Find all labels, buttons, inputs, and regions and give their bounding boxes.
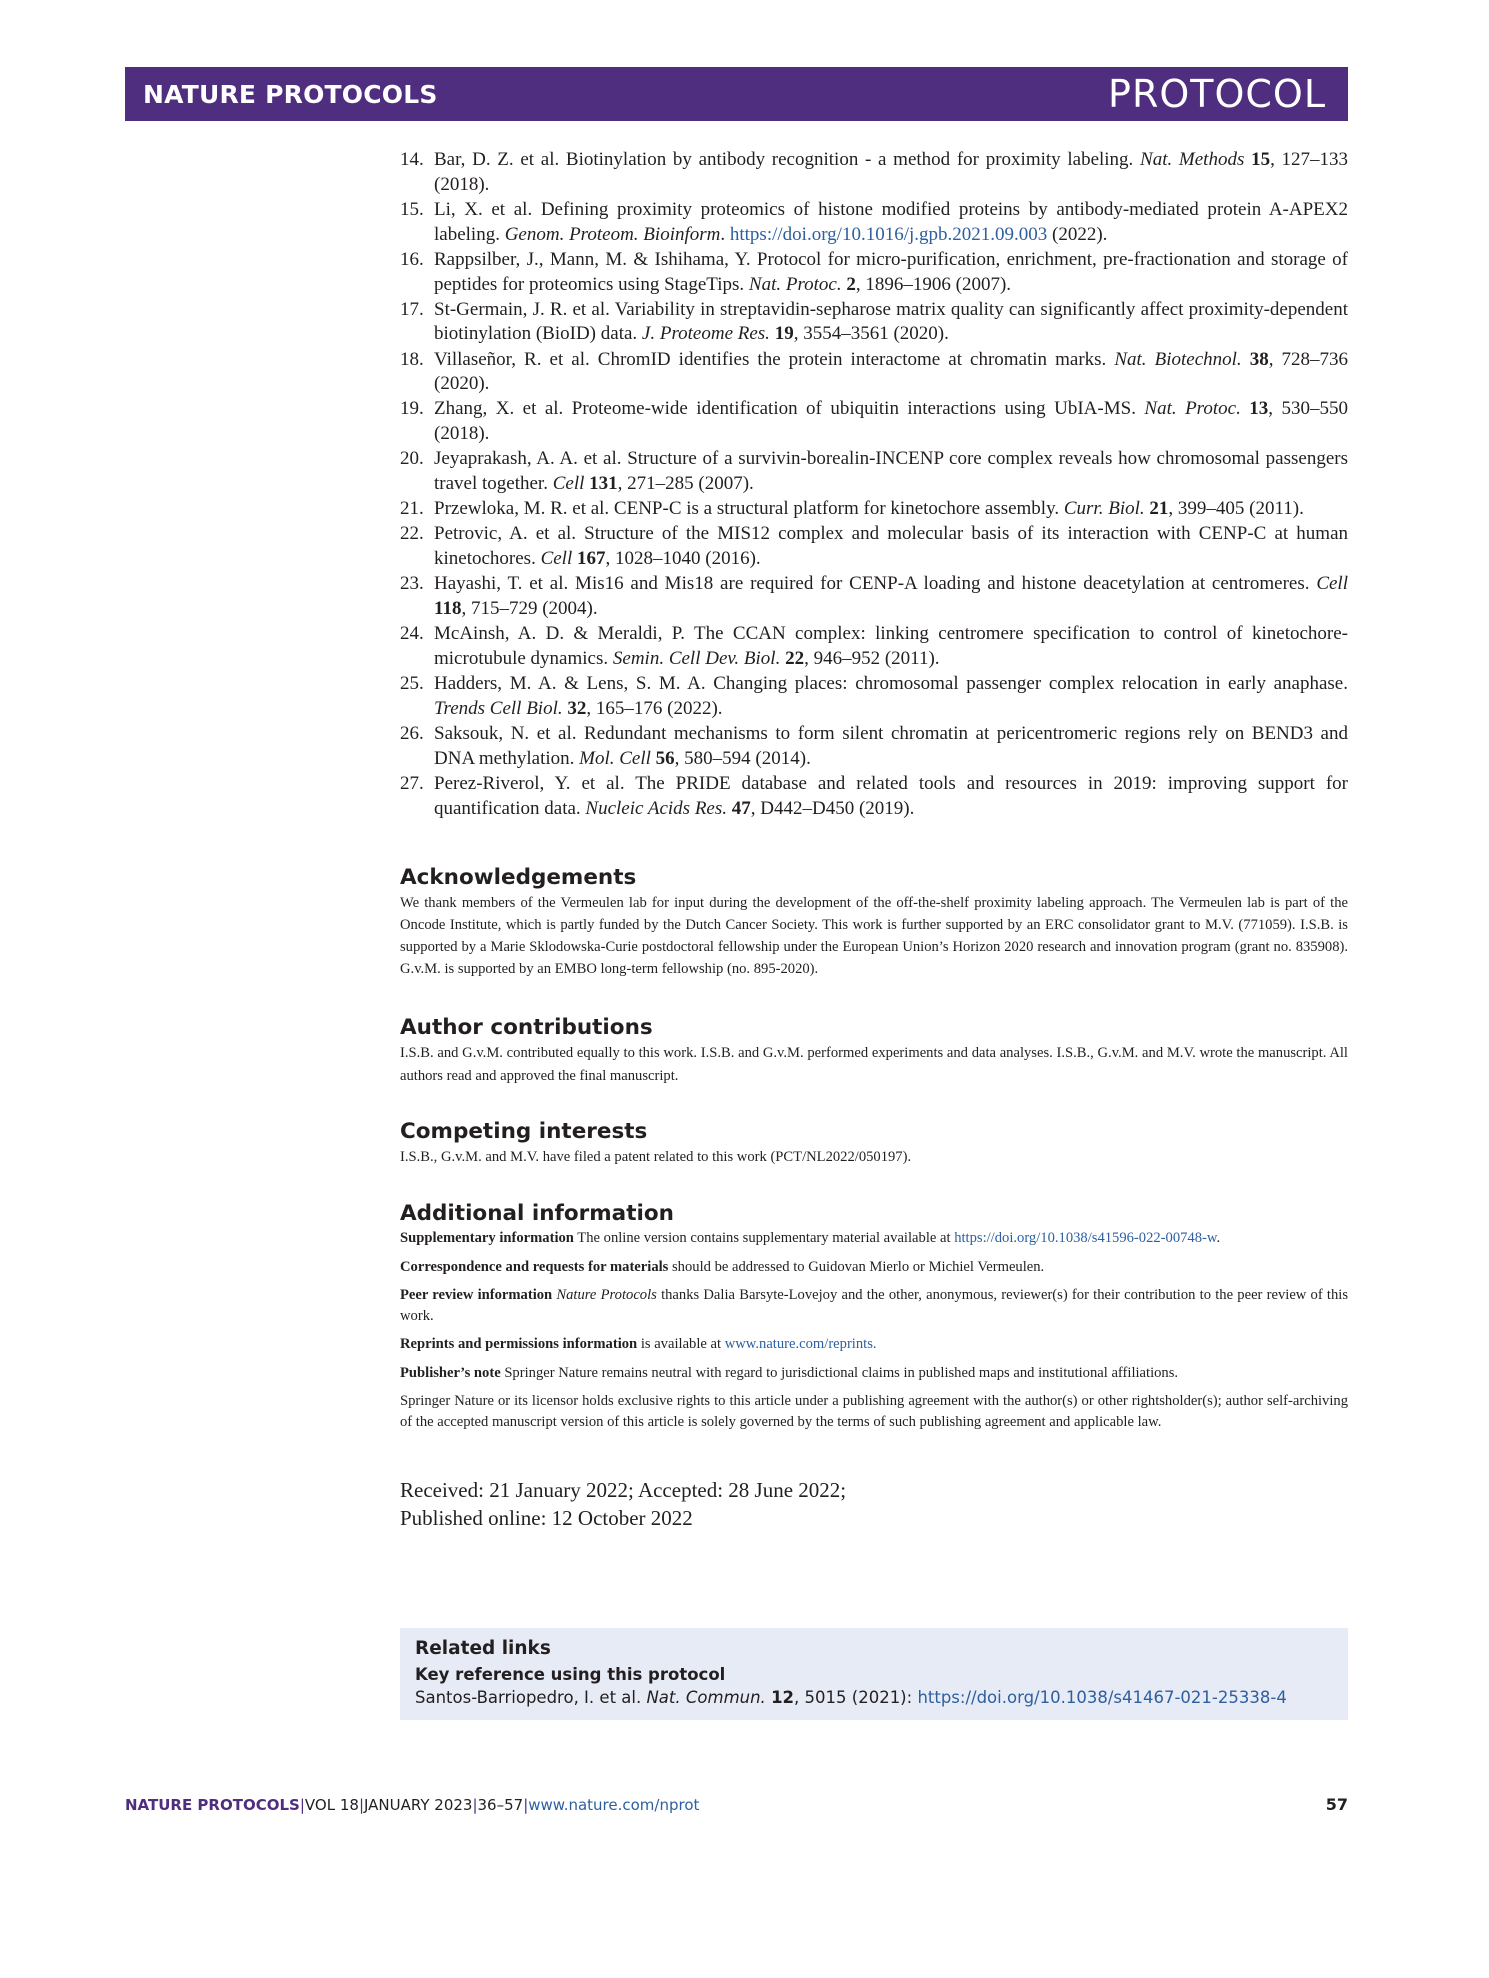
reference-number: 25. bbox=[400, 673, 424, 694]
reference-item bbox=[400, 672, 1348, 722]
reference-pages: , 946–952 (2011). bbox=[804, 647, 940, 669]
reference-item bbox=[400, 447, 1348, 497]
reference-text: Przewloka, M. R. et al. CENP-C is a structural platform for kinetochore assembly. bbox=[434, 498, 1064, 520]
reference-pages: , 271–285 (2007). bbox=[617, 473, 754, 495]
reference-journal: Trends Cell Biol. bbox=[434, 697, 563, 719]
related-links-box bbox=[400, 1628, 1348, 1720]
reference-item bbox=[400, 298, 1348, 348]
related-citation-link[interactable]: https://doi.org/10.1038/s41467-021-25338-4 bbox=[917, 1688, 1287, 1707]
reference-journal: Cell bbox=[540, 548, 573, 570]
reference-journal: J. Proteome Res. bbox=[641, 323, 770, 345]
reference-text: Saksouk, N. et al. Redundant mechanisms to form silent chromatin at pericentromeric regions rely on BEND3 and DNA methylation. bbox=[434, 722, 1348, 769]
page-footer: NATURE PROTOCOLS|VOL 18|JANUARY 2023|36–57|www.nature.com/nprot 57 bbox=[125, 1795, 1348, 1814]
reference-number: 20. bbox=[400, 448, 424, 470]
supplementary-label: Supplementary information bbox=[400, 1230, 574, 1247]
reference-number: 18. bbox=[400, 348, 424, 370]
received-accepted-dates: Received: 21 January 2022; Accepted: 28 June 2022; bbox=[400, 1478, 847, 1503]
reference-number: 23. bbox=[400, 573, 424, 595]
competing-interests-heading: Competing interests bbox=[400, 1118, 648, 1144]
reprints-link[interactable]: www.nature.com/reprints. bbox=[724, 1336, 877, 1353]
reference-text: McAinsh, A. D. & Meraldi, P. The CCAN complex: linking centromere specification to control of kinetochore-microtubule dynamics. bbox=[434, 623, 1348, 669]
reference-journal: Curr. Biol. bbox=[1063, 498, 1145, 520]
related-links-citation bbox=[415, 1688, 1287, 1707]
reference-pages: , 580–594 (2014). bbox=[674, 747, 811, 769]
rights-statement: Springer Nature or its licensor holds exclusive rights to this article under a publishing agreement with the author(s) or other rightsholder(s); author self-archiving of the accepted manuscript version of this article is solely governed by the terms of such publishing agreement and applicable law. bbox=[400, 1393, 1348, 1430]
reprints-label: Reprints and permissions information bbox=[400, 1336, 638, 1353]
reference-item bbox=[400, 497, 1348, 522]
article-type: PROTOCOL bbox=[1108, 72, 1326, 116]
reference-journal: Nat. Protoc. bbox=[1144, 398, 1241, 420]
reference-number: 24. bbox=[400, 623, 424, 645]
correspondence bbox=[400, 1257, 1348, 1278]
reference-item bbox=[400, 148, 1348, 198]
reference-journal: Nat. Protoc. bbox=[748, 273, 842, 295]
reference-number: 19. bbox=[400, 398, 424, 420]
reference-pages: , 530–550 (2018). bbox=[434, 398, 1349, 445]
reference-pages: , D442–D450 (2019). bbox=[750, 797, 915, 819]
peer-review-information bbox=[400, 1285, 1348, 1326]
author-contributions-text: I.S.B. and G.v.M. contributed equally to this work. I.S.B. and G.v.M. performed experiments and data analyses. I.S.B., G.v.M. and M.V. wrote the manuscript. All authors read and approved the final manuscript. bbox=[400, 1045, 1348, 1084]
reference-number: 14. bbox=[400, 149, 424, 170]
reference-volume: 22 bbox=[785, 647, 805, 669]
reprints-information bbox=[400, 1334, 1348, 1355]
header-bar bbox=[125, 67, 1348, 121]
reference-journal: Semin. Cell Dev. Biol. bbox=[612, 647, 781, 669]
acknowledgements-text: We thank members of the Vermeulen lab for input during the development of the off-the-shelf proximity labeling approach. The Vermeulen lab is part of the Oncode Institute, which is partly funded by the Dutch Cancer Society. This work is further supported by an ERC consolidator grant to M.V. (771059). I.S.B. is supported by a Marie Sklodowska-Curie postdoctoral fellowship under the European Union’s Horizon 2020 research and innovation program (grant no. 835908). G.v.M. is supported by an EMBO long-term fellowship (no. 895-2020). bbox=[400, 894, 1348, 978]
reference-pages: (2022). bbox=[1047, 223, 1108, 245]
supplementary-information: Supplementary information The online version contains supplementary material available at https://doi.org/10.1038/s41596-022-00748-w. bbox=[400, 1230, 1221, 1247]
reference-item bbox=[400, 572, 1348, 622]
reference-volume: 47 bbox=[731, 797, 751, 819]
journal-name: NATURE PROTOCOLS bbox=[143, 80, 438, 109]
reference-text: Jeyaprakash, A. A. et al. Structure of a survivin-borealin-INCENP core complex reveals how chromosomal passengers travel together. bbox=[434, 448, 1348, 495]
reference-journal: Genom. Proteom. Bioinform bbox=[504, 223, 721, 245]
reference-text: Rappsilber, J., Mann, M. & Ishihama, Y. Protocol for micro-purification, enrichment, pre-fractionation and storage of peptides for proteomics using StageTips. bbox=[434, 248, 1348, 295]
main-content bbox=[400, 148, 1348, 1532]
correspondence-text: should be addressed to Guidovan Mierlo or Michiel Vermeulen. bbox=[668, 1258, 1045, 1275]
reference-volume: 131 bbox=[589, 473, 618, 495]
supplementary-text: The online version contains supplementary material available at bbox=[573, 1230, 955, 1247]
related-citation-journal: Nat. Commun. bbox=[646, 1688, 766, 1707]
reference-pages: , 1028–1040 (2016). bbox=[605, 548, 761, 570]
reference-list bbox=[400, 148, 1348, 821]
reference-volume: 2 bbox=[846, 273, 856, 295]
reference-pages: , 728–736 (2020). bbox=[434, 348, 1349, 395]
reference-number: 15. bbox=[400, 198, 424, 220]
reference-item bbox=[400, 248, 1348, 298]
footer-issue: JANUARY 2023 bbox=[364, 1796, 473, 1814]
reference-item bbox=[400, 397, 1348, 447]
related-citation-volume: 12 bbox=[771, 1688, 795, 1707]
reference-pages: , 3554–3561 (2020). bbox=[793, 323, 949, 345]
peer-review-text: thanks Dalia Barsyte-Lovejoy and the other, anonymous, reviewer(s) for their contribution to the peer review of this work. bbox=[400, 1287, 1349, 1324]
correspondence-label: Correspondence and requests for materials bbox=[400, 1258, 669, 1275]
reference-text: Villaseñor, R. et al. ChromID identifies the protein interactome at chromatin marks. bbox=[434, 348, 1115, 370]
reference-text: Perez-Riverol, Y. et al. The PRIDE database and related tools and resources in 2019: improving support for quantification data. bbox=[434, 772, 1348, 819]
peer-review-journal: Nature Protocols bbox=[556, 1287, 657, 1304]
reference-volume: 32 bbox=[567, 697, 587, 719]
reference-pages: , 715–729 (2004). bbox=[461, 598, 598, 620]
reference-item bbox=[400, 348, 1348, 398]
reference-volume: 38 bbox=[1249, 348, 1269, 370]
footer-pages: 36–57 bbox=[477, 1796, 524, 1814]
footer-journal: NATURE PROTOCOLS bbox=[125, 1796, 300, 1814]
reference-item bbox=[400, 722, 1348, 772]
reference-journal: Nucleic Acids Res. bbox=[585, 797, 728, 819]
reference-text: Zhang, X. et al. Proteome-wide identification of ubiquitin interactions using UbIA-MS. bbox=[434, 398, 1145, 420]
reference-volume: 19 bbox=[774, 323, 794, 345]
reference-pages: , 165–176 (2022). bbox=[586, 697, 723, 719]
acknowledgements-heading: Acknowledgements bbox=[400, 864, 637, 890]
publication-dates bbox=[400, 1476, 1348, 1532]
publisher-note-label: Publisher’s note bbox=[400, 1364, 501, 1381]
related-links-subtitle: Key reference using this protocol bbox=[415, 1665, 726, 1684]
competing-interests-text: I.S.B., G.v.M. and M.V. have filed a patent related to this work (PCT/NL2022/050197). bbox=[400, 1148, 912, 1165]
reference-journal: Nat. Methods bbox=[1140, 149, 1245, 170]
reference-number: 26. bbox=[400, 722, 424, 744]
reference-text: Hadders, M. A. & Lens, S. M. A. Changing places: chromosomal passenger complex relocation in early anaphase. bbox=[434, 673, 1348, 694]
reference-journal: Cell bbox=[552, 473, 585, 495]
reference-text: St-Germain, J. R. et al. Variability in streptavidin-sepharose matrix quality can significantly affect proximity-dependent biotinylation (BioID) data. bbox=[434, 298, 1348, 345]
reference-text: Hayashi, T. et al. Mis16 and Mis18 are required for CENP-A loading and histone deacetylation at centromeres. bbox=[434, 573, 1317, 595]
reference-number: 16. bbox=[400, 248, 424, 270]
publisher-note bbox=[400, 1363, 1348, 1384]
reference-item bbox=[400, 522, 1348, 572]
related-citation-pages: , 5015 (2021): bbox=[794, 1688, 918, 1707]
related-links-title: Related links bbox=[415, 1638, 551, 1659]
reference-text: Li, X. et al. Defining proximity proteomics of histone modified proteins by antibody-mediated protein A-APEX2 labeling. bbox=[434, 198, 1348, 245]
reference-item bbox=[400, 772, 1348, 822]
peer-review-label: Peer review information bbox=[400, 1287, 553, 1304]
reprints-text: is available at bbox=[637, 1336, 725, 1353]
reference-pages: , 399–405 (2011). bbox=[1168, 498, 1304, 520]
reference-doi-link[interactable]: https://doi.org/10.1016/j.gpb.2021.09.003 bbox=[729, 223, 1048, 245]
reference-number: 17. bbox=[400, 298, 424, 320]
page-number: 57 bbox=[1325, 1795, 1348, 1814]
reference-journal: Nat. Biotechnol. bbox=[1114, 348, 1242, 370]
reference-journal: Mol. Cell bbox=[579, 747, 651, 769]
reference-volume: 167 bbox=[577, 548, 606, 570]
reference-text: Petrovic, A. et al. Structure of the MIS12 complex and molecular basis of its interaction with CENP-C at human kinetochores. bbox=[434, 523, 1348, 570]
publisher-note-text: Springer Nature remains neutral with regard to jurisdictional claims in published maps and institutional affiliations. bbox=[500, 1364, 1179, 1381]
additional-information-heading: Additional information bbox=[400, 1201, 674, 1227]
reference-number: 21. bbox=[400, 498, 424, 520]
reference-volume: 15 bbox=[1251, 149, 1271, 170]
reference-pages: , 1896–1906 (2007). bbox=[855, 273, 1012, 295]
reference-volume: 56 bbox=[655, 747, 675, 769]
supplementary-link[interactable]: https://doi.org/10.1038/s41596-022-00748-w bbox=[954, 1230, 1217, 1247]
reference-volume: 13 bbox=[1249, 398, 1269, 420]
related-citation-authors: Santos-Barriopedro, I. et al. bbox=[415, 1688, 647, 1707]
reference-text: Bar, D. Z. et al. Biotinylation by antibody recognition - a method for proximity labeling. bbox=[434, 149, 1141, 170]
reference-volume: 118 bbox=[434, 598, 462, 620]
footer-url[interactable]: www.nature.com/nprot bbox=[528, 1796, 700, 1814]
reference-number: 22. bbox=[400, 523, 424, 545]
author-contributions-heading: Author contributions bbox=[400, 1015, 653, 1041]
footer-volume: VOL 18 bbox=[304, 1796, 359, 1814]
reference-journal: Cell bbox=[1316, 573, 1348, 595]
published-online-date: Published online: 12 October 2022 bbox=[400, 1506, 693, 1531]
reference-volume: 21 bbox=[1149, 498, 1169, 520]
reference-pages: , 127–133 (2018). bbox=[434, 149, 1349, 195]
reference-item bbox=[400, 622, 1348, 672]
reference-item: 15. Li, X. et al. Defining proximity proteomics of histone modified proteins by antibody-mediated protein A-APEX2 labeling. Genom. Proteom. Bioinform. https://doi.org/10.1016/j.gpb.2021.09.003 (2022). bbox=[400, 198, 1348, 245]
reference-number: 27. bbox=[400, 772, 424, 794]
